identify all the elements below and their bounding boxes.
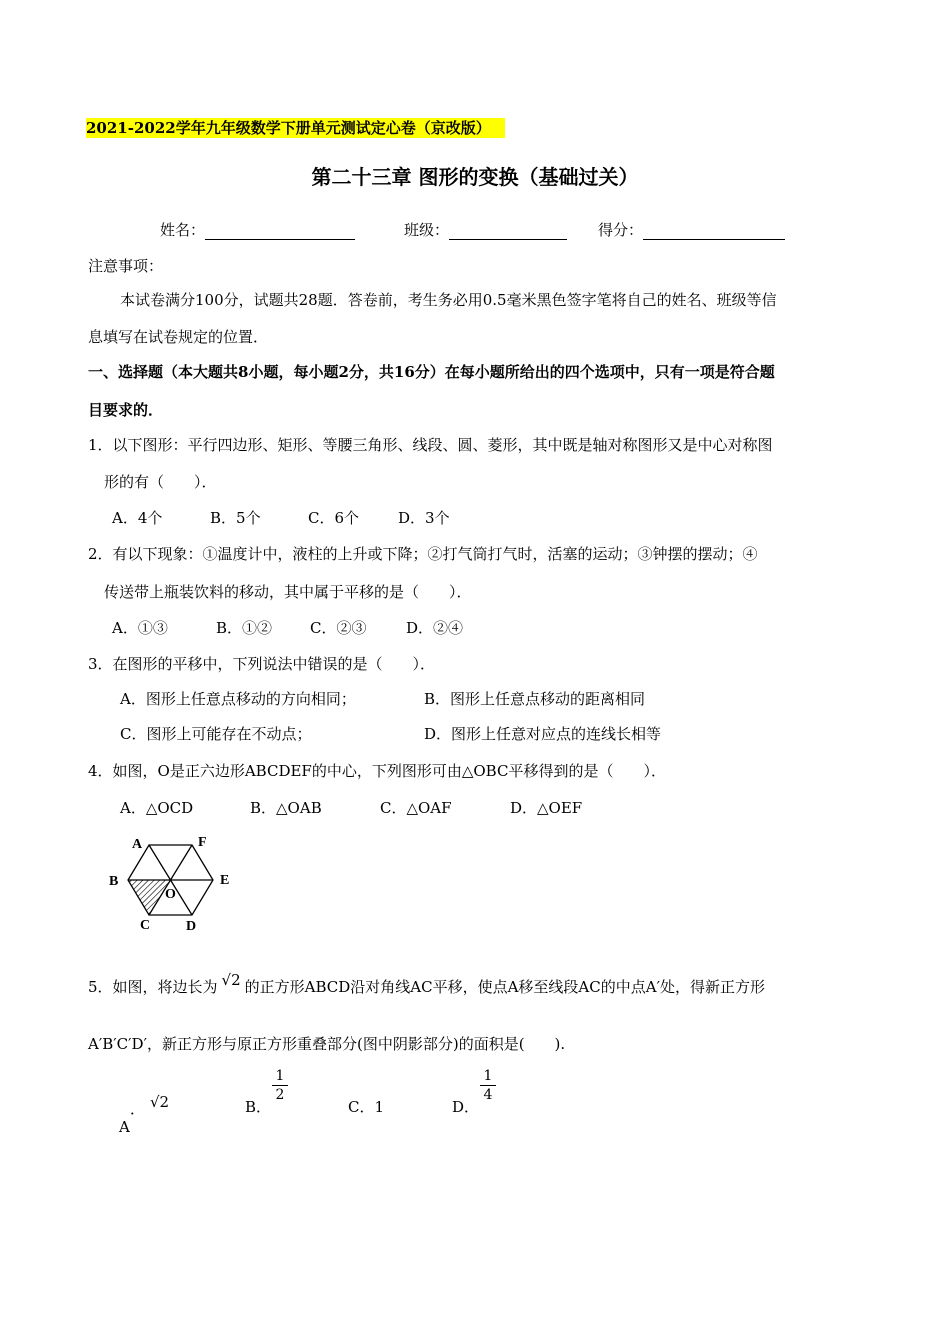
q5-option-a-value[interactable]: √2 [150,1093,170,1111]
question-5-stem-cont: A′B′C′D′，新正方形与原正方形重叠部分(图中阴影部分)的面积是( ). [88,1035,566,1053]
label-e: E [220,873,230,888]
question-2-stem-cont: 传送带上瓶装饮料的移动，其中属于平移的是（ ）． [104,583,472,601]
name-label: 姓名： [160,221,206,239]
section-1-heading-cont: 目要求的． [88,401,164,419]
question-4-stem: 4．如图，O是正六边形ABCDEF的中心，下列图形可由△OBC平移得到的是（ ）． [88,762,666,780]
q1-option-c[interactable]: C．6个 [308,509,360,527]
q4-option-b[interactable]: B．△OAB [250,799,322,817]
notice-line-1: 本试卷满分100分，试题共28题．答卷前，考生务必用0.5毫米黑色签字笔将自己的姓名、班级等信 [120,291,777,309]
score-label: 得分： [598,221,644,239]
q3-option-b[interactable]: B．图形上任意点移动的距离相同 [424,690,646,708]
name-blank[interactable] [205,223,355,240]
section-1-heading: 一、选择题（本大题共8小题，每小题2分，共16分）在每小题所给出的四个选项中，只有一项是符合题 [88,363,775,381]
label-f: F [198,835,207,850]
q2-option-a[interactable]: A．①③ [112,619,168,637]
label-b: B [109,874,119,889]
label-a: A [132,837,143,852]
label-o: O [165,887,176,902]
page-title: 第二十三章 图形的变换（基础过关） [311,165,639,189]
fraction-bar [272,1085,288,1086]
q1-option-b[interactable]: B．5个 [210,509,261,527]
label-d: D [186,919,197,934]
question-2-stem: 2．有以下现象：①温度计中，液柱的上升或下降；②打气筒打气时，活塞的运动；③钟摆的摆动；④ [88,545,758,563]
name-field[interactable] [160,220,355,240]
class-field[interactable] [404,220,567,240]
fraction-bar [480,1085,496,1086]
class-label: 班级： [404,221,450,239]
q1-option-d[interactable]: D．3个 [398,509,450,527]
fraction-numerator: 1 [483,1068,493,1084]
question-1-stem-cont: 形的有（ ）． [104,473,217,491]
q4-option-d[interactable]: D．△OEF [510,799,583,817]
score-field[interactable] [598,220,785,240]
exam-banner: 2021-2022学年九年级数学下册单元测试定心卷（京改版） [86,118,505,138]
notice-heading: 注意事项： [88,257,164,275]
q5-stem-part-1: 5．如图，将边长为 [88,978,218,996]
fraction-denominator: 2 [275,1087,285,1103]
q3-option-d[interactable]: D．图形上任意对应点的连线长相等 [424,725,662,743]
q3-option-a[interactable]: A．图形上任意点移动的方向相同； [120,690,356,708]
fraction-denominator: 4 [483,1087,493,1103]
q5-option-b-fraction[interactable] [272,1068,288,1103]
question-5-stem [88,971,765,997]
score-blank[interactable] [643,223,785,240]
q5-option-b-letter[interactable]: B． [245,1098,272,1116]
q5-option-d-fraction[interactable] [480,1068,496,1103]
q2-option-b[interactable]: B．①② [216,619,273,637]
q1-option-a[interactable]: A．4个 [112,509,163,527]
question-3-stem: 3．在图形的平移中，下列说法中错误的是（ ）． [88,655,436,673]
label-c: C [140,918,151,933]
q4-option-a[interactable]: A．△OCD [120,799,194,817]
class-blank[interactable] [449,223,567,240]
q3-option-c[interactable]: C．图形上可能存在不动点； [120,725,312,743]
notice-line-2: 息填写在试卷规定的位置． [88,328,269,346]
q5-option-a-dot: ． [130,1100,146,1118]
q5-option-a-letter[interactable]: A [119,1118,130,1136]
q5-option-c[interactable]: C．1 [348,1098,385,1116]
hexagon-figure [104,828,244,936]
q4-option-c[interactable]: C．△OAF [380,799,452,817]
question-1-stem: 1．以下图形：平行四边形、矩形、等腰三角形、线段、圆、菱形，其中既是轴对称图形又是中心对称图 [88,436,773,454]
q2-option-c[interactable]: C．②③ [310,619,367,637]
sqrt-two: √2 [221,971,241,989]
shaded-triangle-obc [128,880,170,915]
q5-stem-part-2: 的正方形ABCD沿对角线AC平移，使点A移至线段AC的中点A′处，得新正方形 [244,978,765,996]
q5-option-d-letter[interactable]: D． [452,1098,480,1116]
fraction-numerator: 1 [275,1068,285,1084]
q2-option-d[interactable]: D．②④ [406,619,464,637]
